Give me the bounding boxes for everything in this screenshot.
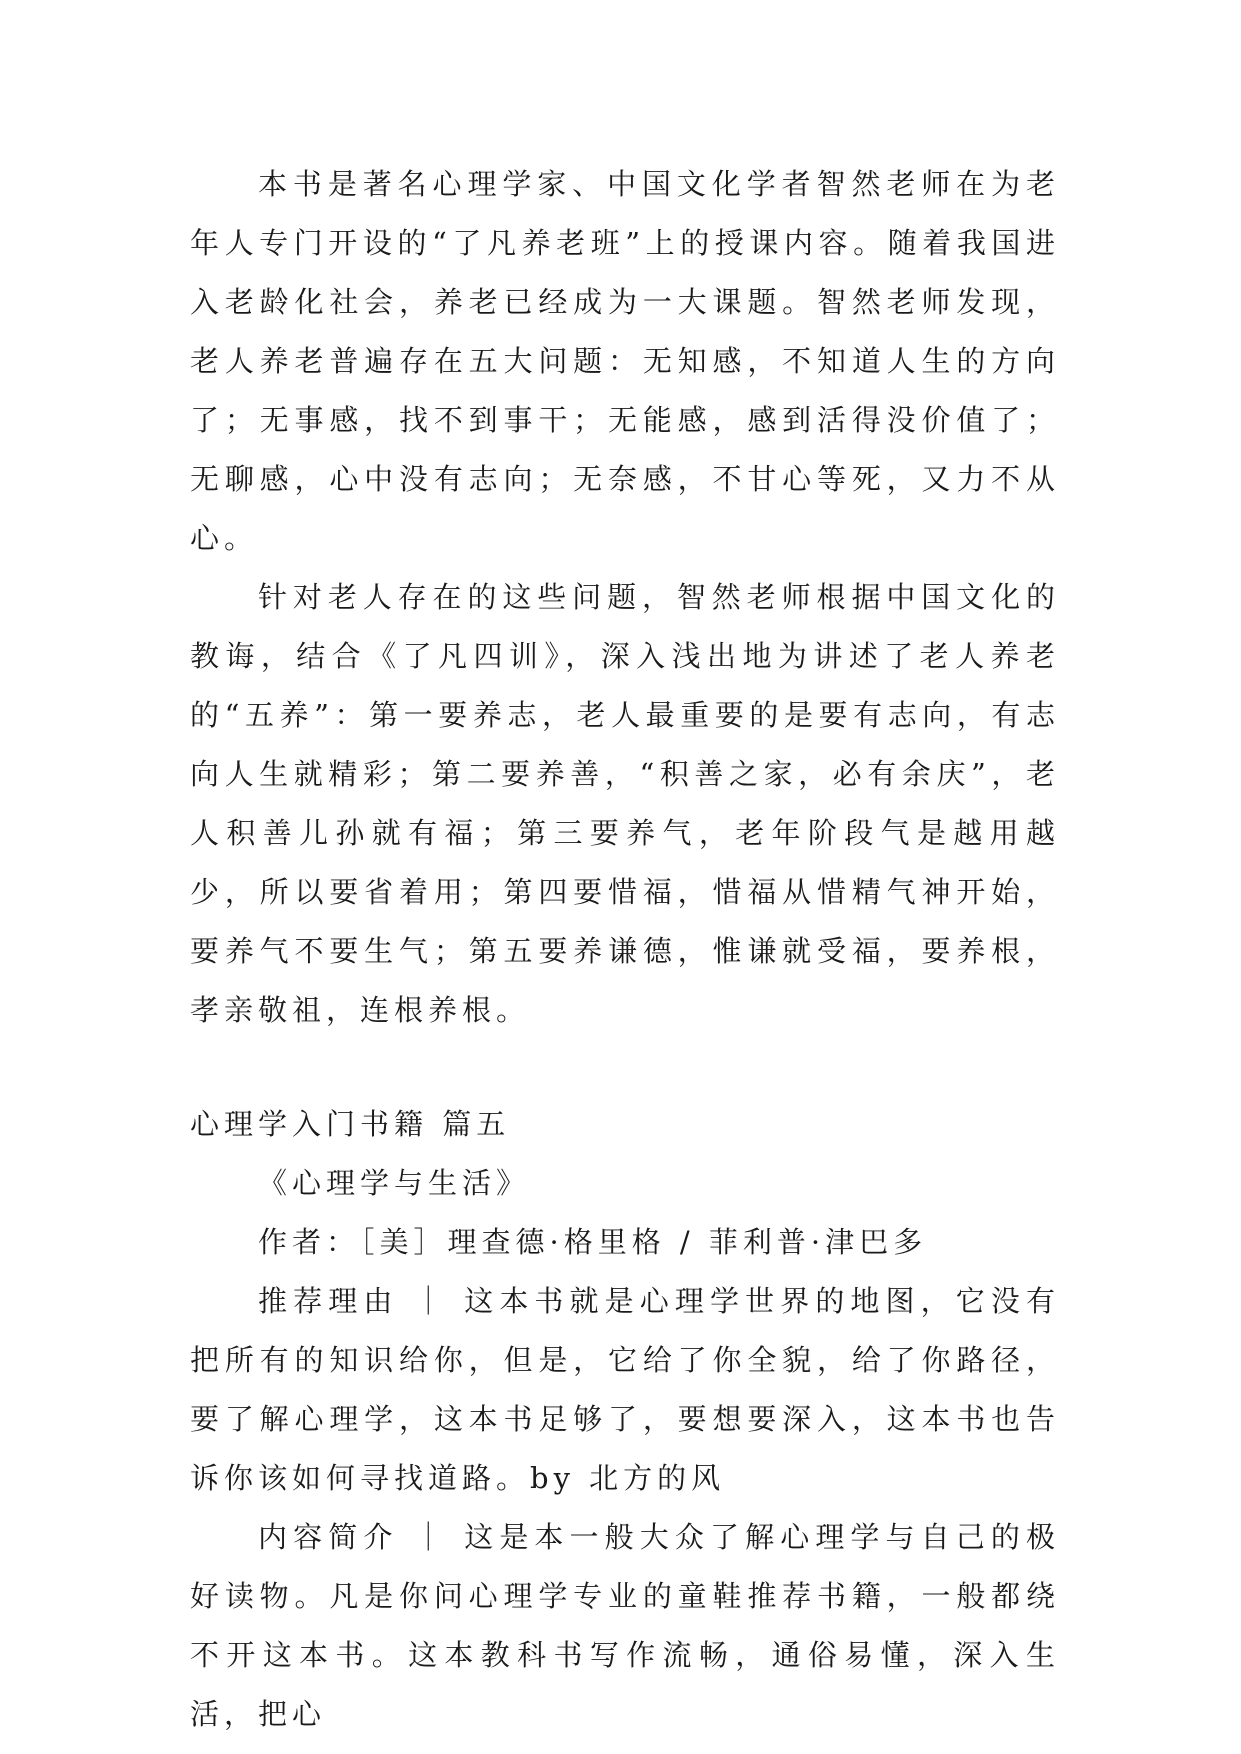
paragraph-intro: 本书是著名心理学家、中国文化学者智然老师在为老年人专门开设的“了凡养老班”上的授课内容。随着我国进入老龄化社会，养老已经成为一大课题。智然老师发现，老人养老普遍存在五大问题：无知感，不知道人生的方向了；无事感，找不到事干；无能感，感到活得没价值了；无聊感，心中没有志向；无奈感，不甘心等死，又力不从心。: [190, 167, 1060, 555]
section-heading: 心理学入门书籍 篇五: [190, 1107, 511, 1141]
content-intro: 内容简介 ｜ 这是本一般大众了解心理学与自己的极好读物。凡是你问心理学专业的童鞋推荐书籍，一般都绕不开这本书。这本教科书写作流畅，通俗易懂，深入生活，把心: [190, 1520, 1060, 1731]
paragraph-five-cultivations: 针对老人存在的这些问题，智然老师根据中国文化的教诲，结合《了凡四训》，深入浅出地为讲述了老人养老的“五养”：第一要养志，老人最重要的是要有志向，有志向人生就精彩；第二要养善，“积善之家，必有余庆”，老人积善儿孙就有福；第三要养气，老年阶段气是越用越少，所以要省着用；第四要惜福，惜福从惜精气神开始，要养气不要生气；第五要养谦德，惟谦就受福，要养根，孝亲敬祖，连根养根。: [190, 580, 1060, 1027]
author-line: 作者：［美］理查德·格里格 / 菲利普·津巴多: [258, 1225, 928, 1259]
recommend-reason: 推荐理由 ｜ 这本书就是心理学世界的地图，它没有把所有的知识给你，但是，它给了你全貌，给了你路径，要了解心理学，这本书足够了，要想要深入，这本书也告诉你该如何寻找道路。by 北方的风: [190, 1284, 1060, 1495]
book-title: 《心理学与生活》: [258, 1166, 531, 1200]
section-spacer: [190, 1040, 1060, 1095]
document-body: [190, 155, 1060, 1744]
